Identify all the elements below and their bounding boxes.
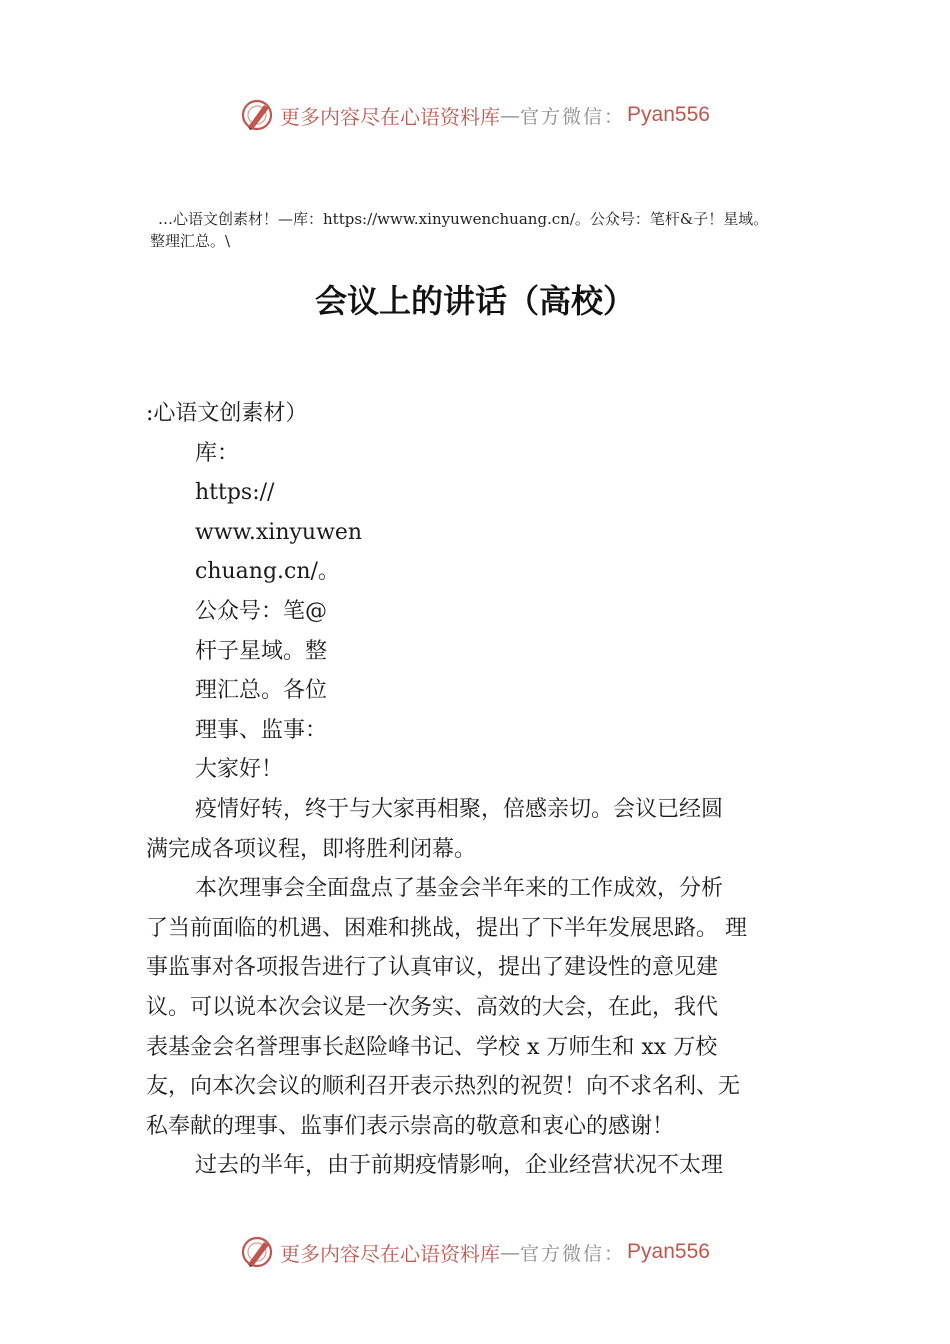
- body-line: 公众号：笔@: [195, 598, 328, 624]
- body-line: :心语文创素材）: [146, 401, 308, 426]
- banner-main-text: 更多内容尽在心语资料库: [280, 1241, 501, 1266]
- body-line: 表基金会名誉理事长赵险峰书记、学校 x 万师生和 xx 万校: [146, 1034, 718, 1060]
- top-banner: [0, 93, 950, 137]
- banner-main-text: 更多内容尽在心语资料库: [280, 104, 501, 129]
- pen-logo-icon: [240, 97, 276, 133]
- banner-wechat-id: Pyan556: [627, 103, 710, 126]
- document-title: 会议上的讲话（高校）: [314, 282, 635, 320]
- body-line: www.xinyuwen: [195, 519, 363, 545]
- body-line: 库：: [195, 440, 240, 466]
- banner-dash: —: [500, 1240, 521, 1264]
- banner-sub-text: 官方微信：: [520, 105, 626, 128]
- banner-sub-text: 官方微信：: [520, 1242, 626, 1265]
- bottom-banner: [0, 1230, 950, 1274]
- body-line: 疫情好转，终于与大家再相聚，倍感亲切。会议已经圆: [195, 796, 724, 822]
- body-line: 了当前面临的机遇、困难和挑战，提出了下半年发展思路。 理: [146, 915, 747, 941]
- banner-dash: —: [500, 103, 521, 127]
- pen-logo-icon: [240, 1234, 276, 1270]
- body-line: 议。可以说本次会议是一次务实、高效的大会，在此，我代: [146, 994, 719, 1020]
- header-note-line-2: 整理汇总。\: [150, 232, 231, 250]
- body-line: 理事、监事：: [195, 717, 328, 743]
- body-line: 过去的半年，由于前期疫情影响，企业经营状况不太理: [195, 1153, 724, 1179]
- body-line: chuang.cn/。: [195, 559, 340, 585]
- body-line: 本次理事会全面盘点了基金会半年来的工作成效，分析: [195, 876, 724, 902]
- header-note-line-1: …心语文创素材！—库：https://www.xinyuwenchuang.cn/。公众号：笔杆&子！星域。: [158, 210, 769, 228]
- body-line: 友，向本次会议的顺利召开表示热烈的祝贺！向不求名利、无: [146, 1074, 741, 1100]
- document-body: [146, 394, 826, 1186]
- body-line: 满完成各项议程，即将胜利闭幕。: [146, 836, 477, 862]
- body-line: 理汇总。各位: [195, 678, 328, 704]
- body-line: 事监事对各项报告进行了认真审议，提出了建设性的意见建: [146, 955, 719, 981]
- body-line: https://: [195, 480, 275, 506]
- header-note: [150, 208, 850, 252]
- banner-wechat-id: Pyan556: [627, 1240, 710, 1263]
- body-line: 大家好！: [195, 757, 284, 783]
- body-line: 私奉献的理事、监事们表示崇高的敬意和衷心的感谢！: [146, 1113, 675, 1139]
- body-line: 杆子星域。整: [195, 638, 328, 664]
